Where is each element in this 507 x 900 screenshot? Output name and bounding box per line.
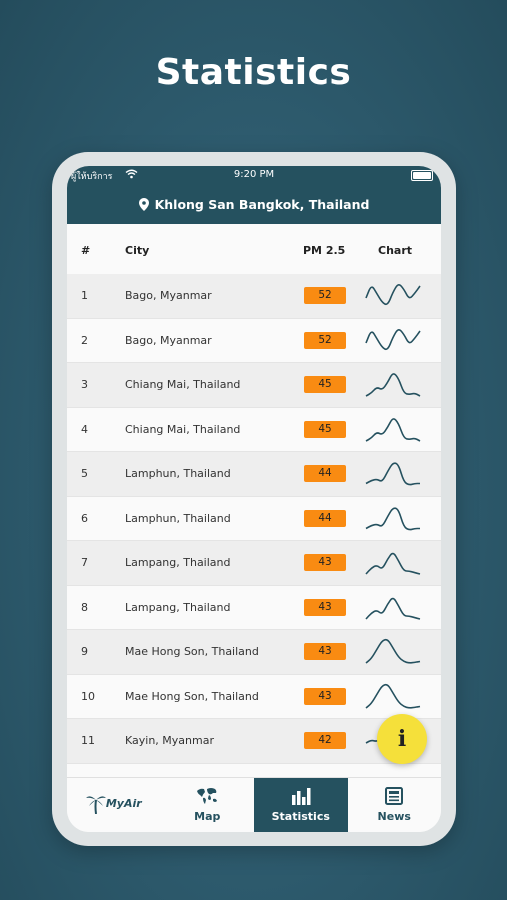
- row-city: Mae Hong Son, Thailand: [125, 645, 259, 658]
- row-rank: 4: [81, 422, 88, 436]
- row-city: Lamphun, Thailand: [125, 467, 231, 480]
- table-row[interactable]: [67, 586, 441, 631]
- header-rank: #: [81, 244, 91, 257]
- newspaper-icon: [384, 787, 404, 805]
- tab-statistics-label: Statistics: [271, 810, 330, 823]
- table-row[interactable]: [67, 452, 441, 497]
- pm25-badge: 43: [304, 554, 346, 571]
- trend-sparkline: [365, 635, 423, 669]
- world-map-icon: [196, 787, 218, 805]
- table-row[interactable]: [67, 274, 441, 319]
- pm25-badge: 43: [304, 643, 346, 660]
- row-rank: 9: [81, 645, 88, 658]
- pm25-badge: 45: [304, 376, 346, 393]
- row-city: Bago, Myanmar: [125, 333, 212, 347]
- row-city: Lampang, Thailand: [125, 600, 231, 614]
- table-header: [67, 228, 441, 274]
- row-city: Lampang, Thailand: [125, 556, 231, 569]
- battery-icon: [411, 170, 433, 181]
- table-row[interactable]: [67, 675, 441, 720]
- tab-statistics-icon-wrap: [254, 787, 348, 805]
- location-pin-icon: [139, 198, 149, 211]
- pm25-badge: 52: [304, 332, 346, 349]
- tab-map-icon-wrap: [161, 787, 255, 805]
- tab-map-label: Map: [194, 810, 221, 823]
- tab-home[interactable]: [67, 778, 161, 832]
- header-chart: Chart: [378, 244, 413, 257]
- info-icon: i: [397, 726, 407, 752]
- pm25-badge: 45: [304, 421, 346, 438]
- row-city: Chiang Mai, Thailand: [125, 422, 241, 436]
- tab-statistics[interactable]: [254, 778, 348, 832]
- pm25-badge: 44: [304, 510, 346, 527]
- pm25-badge: 43: [304, 688, 346, 705]
- trend-sparkline: [365, 680, 423, 714]
- pm25-badge: 43: [304, 599, 346, 616]
- phone-frame: [52, 152, 456, 846]
- row-rank: 7: [81, 556, 88, 569]
- row-city: Bago, Myanmar: [125, 289, 212, 302]
- table-row[interactable]: [67, 630, 441, 675]
- status-time: 9:20 PM: [233, 169, 275, 180]
- tab-news-label: News: [377, 810, 411, 823]
- pm25-badge: 52: [304, 287, 346, 304]
- info-button[interactable]: [377, 714, 427, 764]
- row-rank: 2: [81, 333, 88, 347]
- tab-map[interactable]: [161, 778, 255, 832]
- table-row[interactable]: [67, 541, 441, 586]
- trend-sparkline: [365, 546, 423, 580]
- trend-sparkline: [365, 324, 423, 358]
- row-city: Kayin, Myanmar: [125, 734, 214, 747]
- row-rank: 11: [81, 734, 95, 747]
- table-row[interactable]: [67, 363, 441, 408]
- phone-screen: [67, 166, 441, 832]
- row-city: Chiang Mai, Thailand: [125, 378, 241, 391]
- trend-sparkline: [365, 502, 423, 536]
- palm-logo-icon: [86, 792, 106, 814]
- row-rank: 1: [81, 289, 88, 302]
- header-pm25: PM 2.5: [303, 244, 346, 257]
- row-rank: 5: [81, 467, 88, 480]
- trend-sparkline: [365, 368, 423, 402]
- tab-news[interactable]: [348, 778, 442, 832]
- bar-chart-icon: [291, 787, 311, 805]
- row-rank: 8: [81, 600, 88, 614]
- status-bar: [67, 166, 441, 184]
- trend-sparkline: [365, 413, 423, 447]
- row-city: Lamphun, Thailand: [125, 511, 231, 525]
- row-rank: 10: [81, 689, 95, 703]
- table-row[interactable]: [67, 497, 441, 542]
- row-city: Mae Hong Son, Thailand: [125, 689, 259, 703]
- row-rank: 6: [81, 511, 88, 525]
- trend-sparkline: [365, 591, 423, 625]
- pm25-badge: 44: [304, 465, 346, 482]
- carrier-name: ผู้ให้บริการ: [71, 172, 113, 182]
- location-name: Khlong San Bangkok, Thailand: [154, 196, 370, 212]
- header-city: City: [125, 244, 150, 257]
- row-rank: 3: [81, 378, 88, 391]
- trend-sparkline: [365, 279, 423, 313]
- home-logo: [67, 792, 161, 814]
- bottom-tab-bar: [67, 777, 441, 832]
- table-row[interactable]: [67, 408, 441, 453]
- tab-news-icon-wrap: [348, 787, 442, 805]
- location-header[interactable]: [67, 184, 441, 224]
- pm25-badge: 42: [304, 732, 346, 749]
- myair-logo-text: MyAir: [105, 796, 142, 810]
- table-row[interactable]: [67, 319, 441, 364]
- promo-title: Statistics: [155, 52, 352, 93]
- trend-sparkline: [365, 457, 423, 491]
